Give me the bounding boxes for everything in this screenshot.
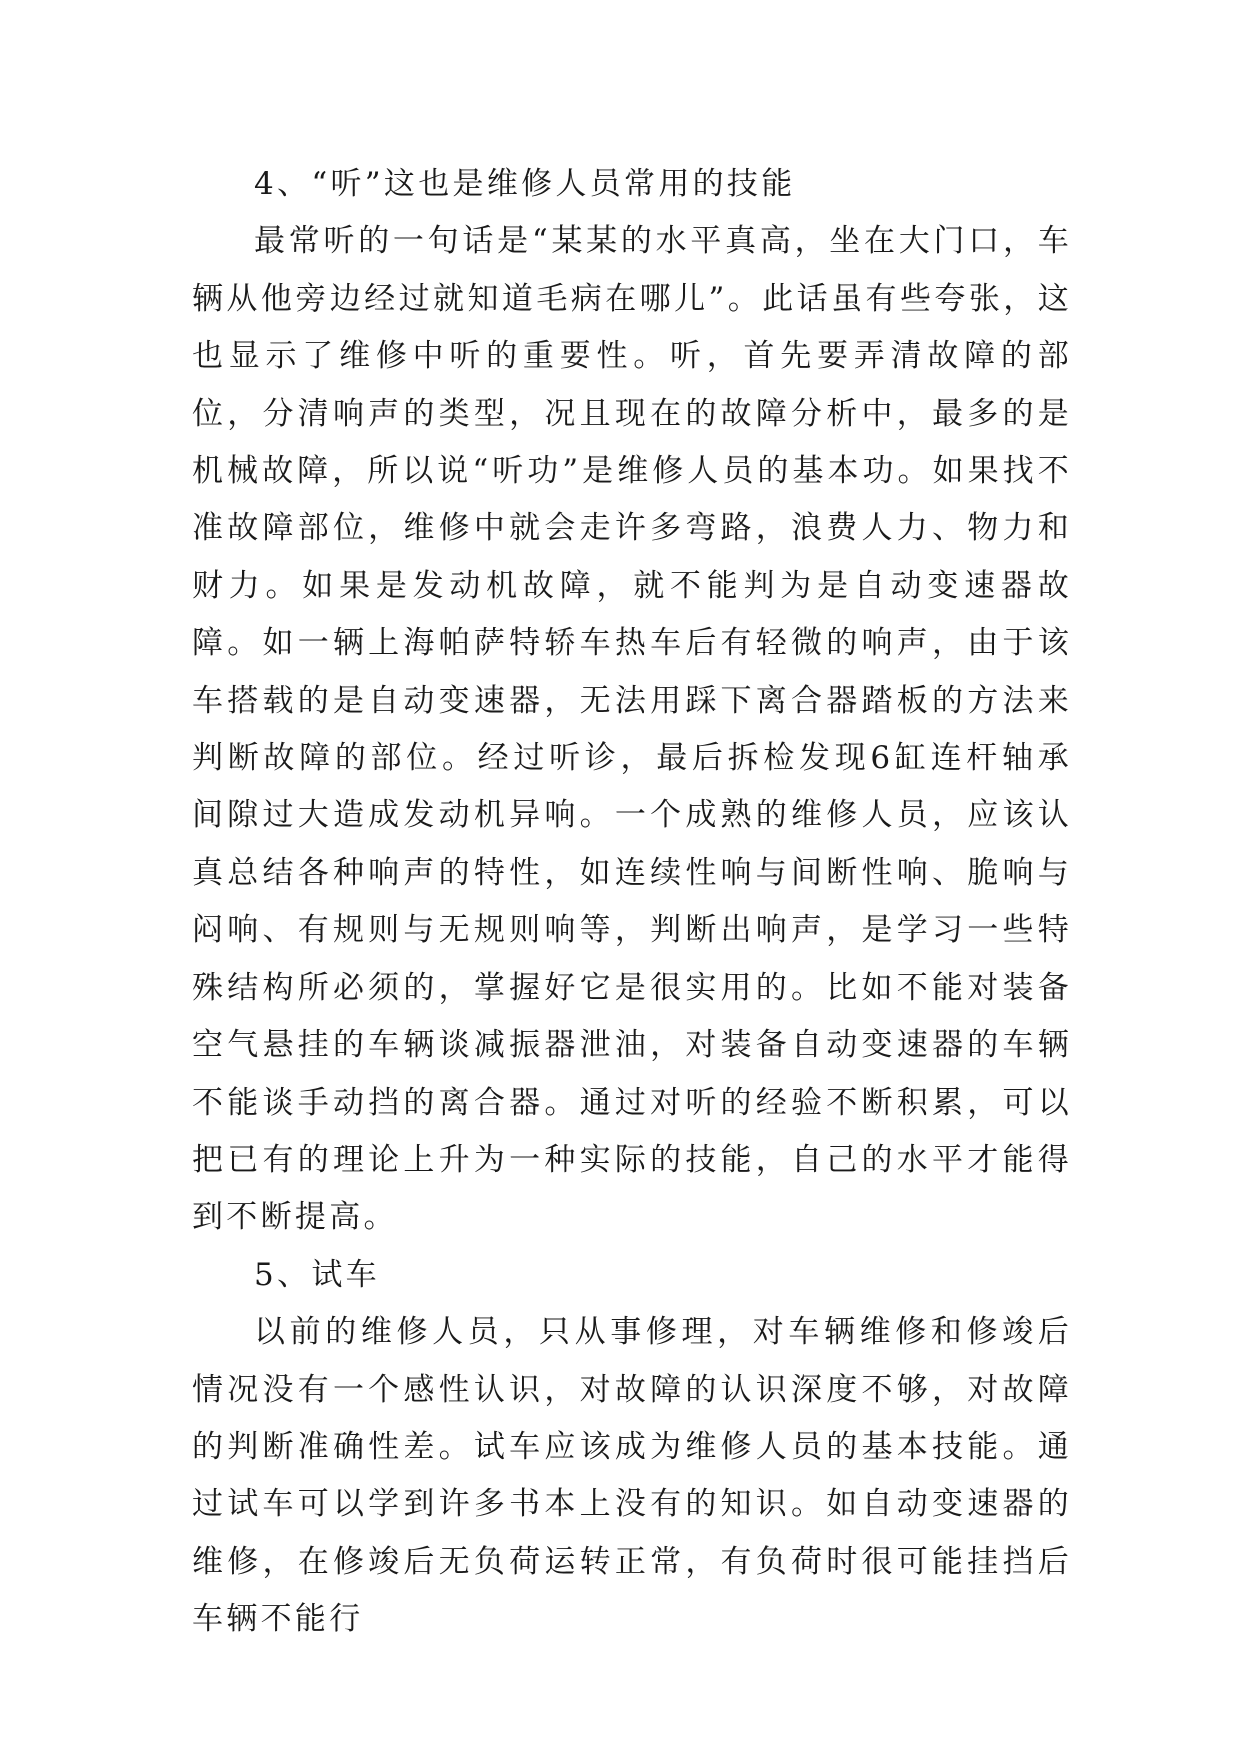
section-paragraph-test-drive: 以前的维修人员，只从事修理，对车辆维修和修竣后情况没有一个感性认识，对故障的认识深度不够，对故障的判断准确性差。试车应该成为维修人员的基本技能。通过试车可以学到许多书本上没有的知识。如自动变速器的维修，在修竣后无负荷运转正常，有负荷时很可能挂挡后车辆不能行 (192, 1314, 1072, 1638)
section-paragraph-listening: 最常听的一句话是“某某的水平真高，坐在大门口，车辆从他旁边经过就知道毛病在哪儿”。此话虽有些夸张，这也显示了维修中听的重要性。听，首先要弄清故障的部位，分清响声的类型，况且现在的故障分析中，最多的是机械故障，所以说“听功”是维修人员的基本功。如果找不准故障部位，维修中就会走许多弯路，浪费人力、物力和财力。如果是发动机故障，就不能判为是自动变速器故障。如一辆上海帕萨特轿车热车后有轻微的响声，由于该车搭载的是自动变速器，无法用踩下离合器踏板的方法来判断故障的部位。经过听诊，最后拆检发现6缸连杆轴承间隙过大造成发动机异响。一个成熟的维修人员，应该认真总结各种响声的特性，如连续性响与间断性响、脆响与闷响、有规则与无规则响等，判断出响声，是学习一些特殊结构所必须的，掌握好它是很实用的。比如不能对装备空气悬挂的车辆谈减振器泄油，对装备自动变速器的车辆不能谈手动挡的离合器。通过对听的经验不断积累，可以把已有的理论上升为一种实际的技能，自己的水平才能得到不断提高。 (192, 223, 1072, 1236)
document-body (192, 156, 1072, 1649)
section-heading-test-drive: 5、试车 (254, 1256, 380, 1293)
section-heading-listening: 4、“听”这也是维修人员常用的技能 (254, 166, 796, 202)
